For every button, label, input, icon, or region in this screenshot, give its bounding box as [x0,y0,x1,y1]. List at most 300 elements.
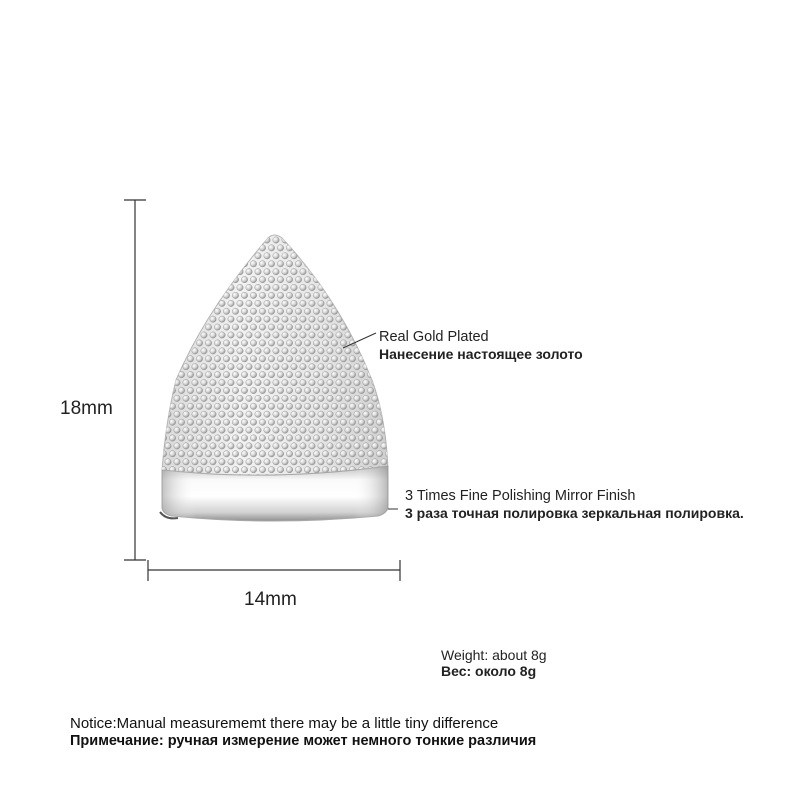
texture-dot [376,387,382,393]
texture-dot [390,237,396,243]
texture-dot [178,435,184,441]
texture-dot [327,364,333,370]
texture-dot [205,403,211,409]
texture-dot [381,427,387,433]
texture-dot [318,300,324,306]
texture-dot [340,419,346,425]
texture-dot [349,403,355,409]
texture-dot [394,467,400,473]
texture-dot [246,269,252,275]
texture-dot [358,261,364,267]
texture-dot [304,245,310,251]
texture-dot [345,348,351,354]
texture-dot [273,316,279,322]
texture-dot [151,276,157,282]
texture-dot [345,443,351,449]
texture-dot [250,403,256,409]
texture-dot [327,411,333,417]
texture-dot [273,253,279,259]
texture-dot [192,427,198,433]
texture-dot [336,427,342,433]
texture-dot [237,332,243,338]
texture-dot [228,443,234,449]
texture-dot [187,387,193,393]
texture-dot [286,403,292,409]
texture-dot [286,387,292,393]
texture-dot [349,451,355,457]
texture-dot [336,379,342,385]
texture-dot [250,356,256,362]
texture-dot [178,308,184,314]
texture-dot [277,261,283,267]
texture-dot [228,316,234,322]
texture-dot [192,237,198,243]
texture-dot [295,387,301,393]
texture-dot [354,237,360,243]
texture-dot [178,451,184,457]
texture-dot [223,340,229,346]
texture-dot [228,459,234,465]
texture-dot [385,276,391,282]
texture-dot [372,427,378,433]
texture-dot [205,308,211,314]
texture-dot [309,411,315,417]
texture-dot [327,300,333,306]
texture-dot [318,364,324,370]
texture-dot [358,387,364,393]
texture-dot [165,332,171,338]
texture-dot [367,245,373,251]
texture-dot [286,451,292,457]
texture-dot [331,261,337,267]
texture-dot [192,443,198,449]
texture-dot [385,419,391,425]
texture-dot [273,379,279,385]
texture-dot [349,419,355,425]
texture-dot [363,316,369,322]
texture-dot [367,261,373,267]
texture-dot [151,371,157,377]
texture-dot [309,443,315,449]
texture-dot [277,419,283,425]
texture-dot [156,332,162,338]
texture-dot [331,356,337,362]
texture-dot [192,284,198,290]
texture-dot [223,324,229,330]
texture-dot [394,419,400,425]
texture-dot [327,443,333,449]
texture-dot [336,348,342,354]
texture-dot [246,300,252,306]
texture-dot [196,340,202,346]
texture-dot [264,348,270,354]
texture-dot [345,284,351,290]
texture-dot [201,348,207,354]
texture-dot [345,237,351,243]
texture-dot [376,419,382,425]
texture-dot [372,316,378,322]
texture-dot [340,276,346,282]
texture-dot [232,451,238,457]
texture-dot [178,276,184,282]
texture-dot [268,276,274,282]
texture-dot [255,300,261,306]
texture-dot [300,316,306,322]
texture-dot [264,443,270,449]
texture-dot [277,467,283,473]
texture-dot [228,237,234,243]
texture-dot [367,276,373,282]
texture-dot [381,316,387,322]
texture-dot [169,419,175,425]
texture-dot [201,379,207,385]
texture-dot [246,237,252,243]
texture-dot [282,379,288,385]
texture-dot [160,387,166,393]
texture-dot [250,245,256,251]
texture-dot [223,419,229,425]
texture-dot [277,356,283,362]
texture-dot [151,308,157,314]
texture-dot [313,292,319,298]
texture-dot [255,332,261,338]
texture-dot [237,284,243,290]
texture-dot [192,332,198,338]
texture-dot [250,276,256,282]
texture-dot [196,308,202,314]
texture-dot [394,245,400,251]
texture-dot [169,324,175,330]
texture-dot [282,395,288,401]
texture-dot [255,237,261,243]
texture-dot [165,269,171,275]
texture-dot [367,451,373,457]
texture-dot [187,467,193,473]
texture-dot [178,403,184,409]
texture-dot [241,467,247,473]
texture-dot [264,459,270,465]
texture-dot [160,324,166,330]
notice-en: Notice:Manual measurememt there may be a little tiny difference [70,715,499,732]
texture-dot [264,284,270,290]
texture-dot [345,427,351,433]
texture-dot [300,253,306,259]
texture-dot [313,371,319,377]
texture-dot [241,371,247,377]
texture-dot [169,261,175,267]
texture-dot [156,284,162,290]
texture-dot [183,364,189,370]
texture-dot [336,411,342,417]
texture-dot [214,245,220,251]
texture-dot [390,459,396,465]
texture-dot [300,269,306,275]
texture-dot [268,403,274,409]
texture-dot [282,316,288,322]
texture-dot [367,356,373,362]
texture-dot [322,451,328,457]
texture-dot [205,340,211,346]
texture-dot [246,395,252,401]
texture-dot [277,435,283,441]
texture-dot [241,435,247,441]
texture-dot [250,451,256,457]
texture-dot [318,253,324,259]
texture-dot [300,348,306,354]
texture-dot [183,427,189,433]
weight-ru: Вес: около 8g [441,663,537,679]
texture-dot [169,308,175,314]
texture-dot [340,340,346,346]
texture-dot [336,459,342,465]
texture-dot [201,395,207,401]
texture-dot [174,427,180,433]
texture-dot [151,261,157,267]
texture-dot [358,419,364,425]
texture-dot [228,364,234,370]
texture-dot [394,261,400,267]
texture-dot [210,316,216,322]
texture-dot [340,261,346,267]
texture-dot [385,403,391,409]
texture-dot [241,356,247,362]
texture-dot [192,253,198,259]
texture-dot [327,237,333,243]
texture-dot [291,300,297,306]
texture-dot [169,356,175,362]
texture-dot [250,371,256,377]
texture-dot [363,379,369,385]
texture-dot [259,403,265,409]
texture-dot [196,419,202,425]
texture-dot [201,427,207,433]
texture-dot [291,459,297,465]
texture-dot [277,276,283,282]
texture-dot [232,292,238,298]
texture-dot [223,356,229,362]
texture-dot [381,364,387,370]
texture-dot [259,245,265,251]
texture-dot [147,364,153,370]
texture-dot [237,427,243,433]
texture-dot [286,261,292,267]
texture-dot [169,292,175,298]
texture-dot [219,395,225,401]
texture-dot [151,435,157,441]
texture-dot [151,356,157,362]
texture-dot [282,237,288,243]
texture-dot [174,284,180,290]
texture-dot [223,308,229,314]
texture-dot [192,300,198,306]
texture-dot [237,237,243,243]
texture-dot [322,276,328,282]
texture-dot [160,245,166,251]
texture-dot [300,395,306,401]
width-dimension [148,560,400,581]
texture-dot [345,300,351,306]
texture-dot [160,340,166,346]
texture-dot [210,300,216,306]
texture-dot [151,292,157,298]
texture-dot [169,276,175,282]
texture-dot [255,395,261,401]
texture-dot [246,364,252,370]
texture-dot [354,411,360,417]
grill-body [147,235,401,481]
texture-dot [313,387,319,393]
texture-dot [246,427,252,433]
texture-dot [178,356,184,362]
texture-dot [264,237,270,243]
texture-dot [250,435,256,441]
texture-dot [345,395,351,401]
texture-dot [183,379,189,385]
texture-dot [277,324,283,330]
texture-dot [295,340,301,346]
texture-dot [390,284,396,290]
texture-dot [282,348,288,354]
texture-dot [174,348,180,354]
texture-dot [210,253,216,259]
texture-dot [214,467,220,473]
texture-dot [192,379,198,385]
texture-dot [304,324,310,330]
texture-dot [178,245,184,251]
texture-dot [232,371,238,377]
texture-dot [210,237,216,243]
texture-dot [331,435,337,441]
texture-dot [358,356,364,362]
texture-dot [160,419,166,425]
texture-dot [318,459,324,465]
texture-dot [295,403,301,409]
texture-dot [385,292,391,298]
texture-dot [264,316,270,322]
texture-dot [318,411,324,417]
texture-dot [156,379,162,385]
texture-dot [300,459,306,465]
texture-dot [205,324,211,330]
texture-dot [336,364,342,370]
texture-dot [291,316,297,322]
texture-dot [246,332,252,338]
texture-dot [187,435,193,441]
texture-dot [385,308,391,314]
texture-dot [160,435,166,441]
texture-dot [214,292,220,298]
texture-dot [336,443,342,449]
texture-dot [336,395,342,401]
texture-dot [345,459,351,465]
texture-dot [340,451,346,457]
texture-dot [322,467,328,473]
texture-dot [156,395,162,401]
texture-dot [165,284,171,290]
texture-dot [376,371,382,377]
texture-dot [183,395,189,401]
texture-dot [174,237,180,243]
texture-dot [187,419,193,425]
texture-dot [147,443,153,449]
texture-dot [250,419,256,425]
texture-dot [241,324,247,330]
texture-dot [255,348,261,354]
texture-dot [340,292,346,298]
texture-dot [187,356,193,362]
texture-dot [363,237,369,243]
texture-dot [268,435,274,441]
texture-dot [313,419,319,425]
texture-dot [286,467,292,473]
notice-ru: Примечание: ручная измерение может немного тонкие различия [70,733,537,749]
texture-dot [183,300,189,306]
texture-dot [376,292,382,298]
texture-dot [237,253,243,259]
texture-dot [345,269,351,275]
texture-dot [151,245,157,251]
texture-dot [295,276,301,282]
texture-dot [313,308,319,314]
texture-dot [223,371,229,377]
texture-dot [385,435,391,441]
texture-dot [196,387,202,393]
texture-dot [219,364,225,370]
texture-dot [174,459,180,465]
texture-dot [322,356,328,362]
texture-dot [291,237,297,243]
texture-dot [273,348,279,354]
texture-dot [385,451,391,457]
texture-dot [304,292,310,298]
texture-dot [255,364,261,370]
texture-dot [331,419,337,425]
texture-dot [219,411,225,417]
texture-dot [156,300,162,306]
texture-dot [214,340,220,346]
texture-dot [259,387,265,393]
texture-dot [183,443,189,449]
texture-dot [372,300,378,306]
texture-dot [268,467,274,473]
texture-dot [340,435,346,441]
texture-dot [214,371,220,377]
texture-dot [282,364,288,370]
texture-dot [228,379,234,385]
texture-dot [313,261,319,267]
texture-dot [250,387,256,393]
texture-dot [246,411,252,417]
texture-dot [363,269,369,275]
texture-dot [295,308,301,314]
texture-dot [273,364,279,370]
texture-dot [219,427,225,433]
texture-dot [385,387,391,393]
texture-dot [165,379,171,385]
texture-dot [214,276,220,282]
texture-dot [259,451,265,457]
texture-dot [156,253,162,259]
texture-dot [273,411,279,417]
texture-dot [300,364,306,370]
texture-dot [273,459,279,465]
texture-dot [385,245,391,251]
texture-dot [174,300,180,306]
texture-dot [327,459,333,465]
texture-dot [282,427,288,433]
texture-dot [372,443,378,449]
width-label: 14mm [244,589,297,610]
